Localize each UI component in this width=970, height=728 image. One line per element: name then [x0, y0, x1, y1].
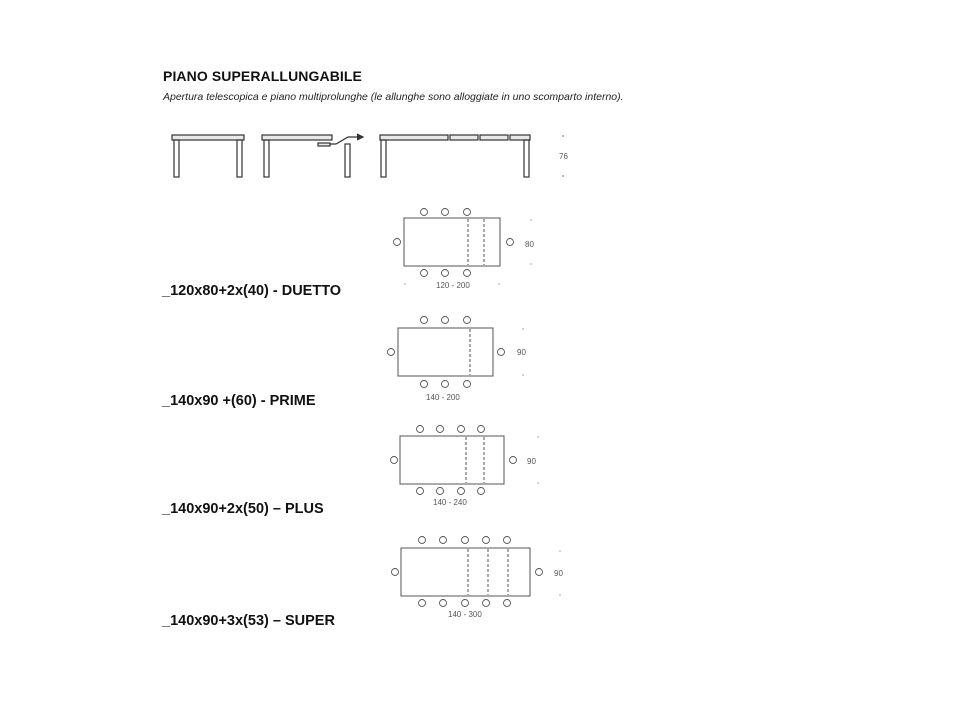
page-subtitle: Apertura telescopica e piano multiprolunghe (le allunghe sono alloggiate in uno scomparto interno).: [163, 91, 624, 103]
plan-super: [386, 532, 576, 632]
page-title: PIANO SUPERALLUNGABILE: [163, 68, 362, 84]
profile-table-opening: [262, 134, 363, 177]
plan-duetto: [386, 200, 546, 300]
length-label: 140 - 240: [433, 498, 467, 507]
table-label-super: _140x90+3x(53) – SUPER: [162, 613, 335, 629]
depth-label: 80: [525, 240, 534, 249]
plan-prime: [386, 312, 546, 412]
profile-height-label: 76: [559, 152, 568, 161]
plan-plus: [386, 420, 546, 520]
depth-label: 90: [517, 348, 526, 357]
table-label-plus: _140x90+2x(50) – PLUS: [162, 501, 324, 517]
length-label: 140 - 300: [448, 610, 482, 619]
length-label: 140 - 200: [426, 393, 460, 402]
depth-label: 90: [527, 457, 536, 466]
length-label: 120 - 200: [436, 281, 470, 290]
table-profile-diagram: [160, 128, 580, 188]
depth-label: 90: [554, 569, 563, 578]
profile-table-closed: [172, 135, 244, 177]
table-label-prime: _140x90 +(60) - PRIME: [162, 393, 316, 409]
table-label-duetto: _120x80+2x(40) - DUETTO: [162, 283, 342, 299]
profile-table-extended: [380, 135, 530, 177]
